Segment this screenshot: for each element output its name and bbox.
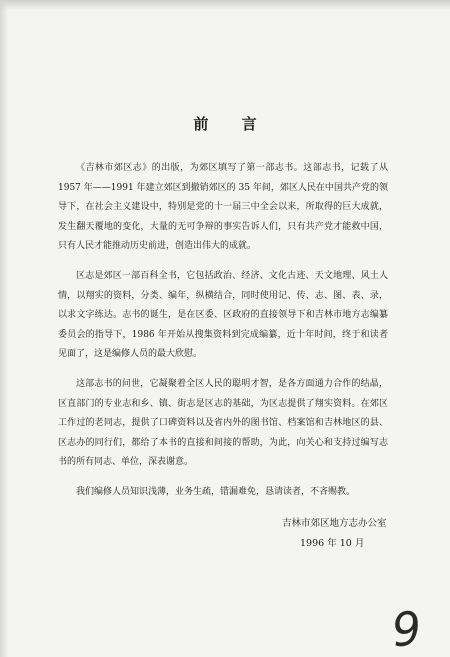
page-title: 前 言 <box>193 115 271 133</box>
scan-edge-left <box>0 0 8 657</box>
handwritten-page-number: 9 <box>389 600 425 657</box>
paragraph-2: 区志是郊区一部百科全书，它包括政治、经济、文化古迹、天文地理、风土人情，以翔实的资料，分类、编年，纵横结合，同时使用记、传、志、图、表、录，以求文字练达。志书的诞生，是在区委、区政府的直接领导下和吉林市地方志编纂委员会的指导下，1986 年开始从搜集资料到完成编纂，近十年时间，终于和读者见面了，这是编修人员的最大欣慰。 <box>58 270 388 360</box>
signature-organization: 吉林市郊区地方志办公室 <box>282 518 387 529</box>
paragraph-1: 《吉林市郊区志》的出版，为郊区填写了第一部志书。这部志书，记载了从 1957 年——1991 年建立郊区到撤销郊区的 35 年间，郊区人民在中国共产党的领导下，在社会主义建设中，特别是党的十一届三中全会以来，所取得的巨大成就，发生翻天覆地的变化，大量的无可争辩的事实告诉人们，只有共产党才能救中国，只有人民才能推动历史前进，创造出伟大的成就。 <box>58 163 388 252</box>
paragraph-4: 我们编修人员知识浅薄，业务生疏，错漏难免，恳请读者，不吝赐教。 <box>76 486 356 497</box>
paragraph-3: 这部志书的问世，它凝聚着全区人民的聪明才智，是各方面通力合作的结晶，区直部门的专业志和乡、镇、街志是区志的基础，为区志提供了翔实资料。在郊区工作过的老同志，提供了口碑资料以及省内外的图书馆、档案馆和吉林地区的县、区志办的同行们，都给了本书的直接和间接的帮助，为此，向关心和支持过编写志书的所有同志、单位，深表谢意。 <box>58 378 388 468</box>
signature-date: 1996 年 10 月 <box>300 538 365 549</box>
signature-block <box>282 514 387 554</box>
scan-edge-top <box>0 0 450 10</box>
preface-body <box>58 159 388 513</box>
